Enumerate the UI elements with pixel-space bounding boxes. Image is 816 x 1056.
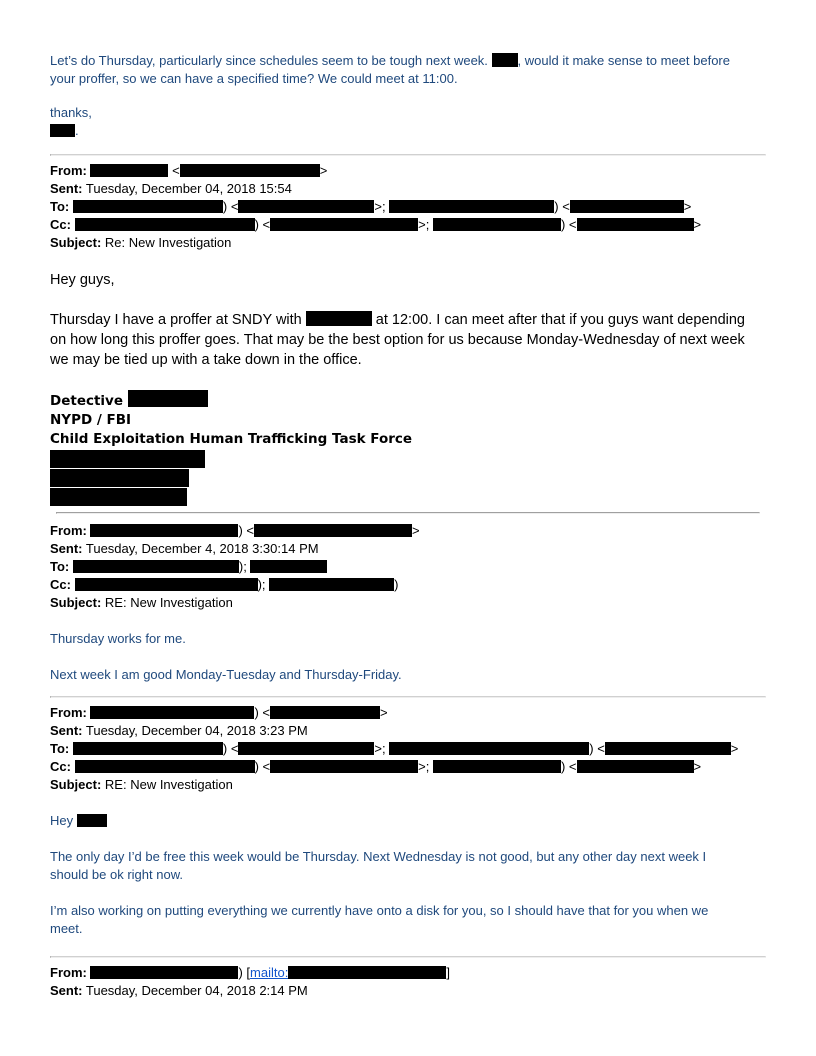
email2-body-1: Thursday works for me.	[50, 631, 186, 646]
email3-sent: Sent: Tuesday, December 04, 2018 3:23 PM	[50, 723, 308, 738]
redaction	[605, 742, 731, 755]
redaction	[128, 390, 208, 407]
redaction	[50, 469, 189, 487]
email3-from: From: ) < >	[50, 705, 388, 720]
redaction	[90, 524, 238, 537]
redaction	[433, 760, 561, 773]
email1-sent: Sent: Tuesday, December 04, 2018 15:54	[50, 181, 292, 196]
redaction	[270, 760, 418, 773]
thanks-text: thanks,	[50, 105, 92, 120]
redaction	[50, 450, 205, 468]
email3-subject: Subject: RE: New Investigation	[50, 777, 233, 792]
signature-redacted-lines	[50, 450, 766, 506]
redaction	[73, 560, 239, 573]
email3-greeting: Hey	[50, 812, 766, 830]
redaction	[389, 742, 589, 755]
redaction	[433, 218, 561, 231]
redaction	[238, 742, 374, 755]
redaction	[90, 164, 168, 177]
redaction	[90, 966, 238, 979]
signature-unit: Child Exploitation Human Trafficking Task Force	[50, 431, 413, 447]
redaction	[50, 124, 75, 137]
redaction	[75, 760, 255, 773]
signature-org: NYPD / FBI	[50, 412, 132, 428]
redaction	[270, 218, 418, 231]
redaction	[306, 311, 372, 326]
redaction	[90, 706, 254, 719]
redaction	[250, 560, 327, 573]
email3-body-2: I’m also working on putting everything we currently have onto a disk for you, so I should have that for you when we meet.	[50, 903, 709, 936]
email2-from: From: ) < >	[50, 523, 420, 538]
redaction	[577, 218, 694, 231]
email3-cc: Cc: ) < >; ) < >	[50, 759, 702, 774]
email3-body-1: The only day I’d be free this week would be Thursday. Next Wednesday is not good, but any other day next week I should be ok right now.	[50, 849, 707, 882]
email1-body: Thursday I have a proffer at SNDY with at 12:00. I can meet after that if you guys want depending on how long this proffer goes. That may be the best option for us because Monday-Wednesday of next week we may be tied up with a take down in the office.	[50, 312, 745, 368]
redaction	[238, 200, 374, 213]
redaction	[254, 524, 412, 537]
email1-greeting: Hey guys,	[50, 272, 115, 288]
email2-to: To: );	[50, 558, 766, 576]
redaction	[270, 706, 380, 719]
sender-initials: .	[50, 122, 766, 140]
email2-cc: Cc: ); )	[50, 577, 399, 592]
reply-line-2: your proffer, so we can have a specified time? We could meet at 11:00.	[50, 71, 458, 86]
mailto-link[interactable]: mailto:	[250, 965, 446, 980]
email-thread	[50, 52, 766, 1000]
signature-title: Detective	[50, 390, 766, 411]
redaction	[269, 578, 394, 591]
email1-from: From: < >	[50, 163, 328, 178]
email1-to: To: ) < >; ) < >	[50, 199, 692, 214]
redaction	[73, 742, 223, 755]
email2-subject: Subject: RE: New Investigation	[50, 595, 233, 610]
email1-cc: Cc: ) < >; ) < >	[50, 217, 702, 232]
redaction	[288, 966, 446, 979]
email2-body-2: Next week I am good Monday-Tuesday and Thursday-Friday.	[50, 667, 402, 682]
email2-sent: Sent: Tuesday, December 4, 2018 3:30:14 PM	[50, 541, 319, 556]
redaction	[75, 218, 255, 231]
redaction	[492, 53, 518, 67]
redaction	[50, 488, 187, 506]
redaction	[180, 164, 320, 177]
redaction	[75, 578, 258, 591]
email3-to: To: ) < >; ) < >	[50, 741, 739, 756]
redaction	[570, 200, 684, 213]
redaction	[577, 760, 694, 773]
email4-sent: Sent: Tuesday, December 04, 2018 2:14 PM	[50, 983, 308, 998]
reply-line-1: Let’s do Thursday, particularly since schedules seem to be tough next week. , would it make sense to meet before	[50, 53, 730, 68]
email4-from: From: ) [mailto: ]	[50, 965, 450, 980]
redaction	[73, 200, 223, 213]
redaction	[389, 200, 554, 213]
email1-subject: Subject: Re: New Investigation	[50, 235, 232, 250]
redaction	[77, 814, 107, 827]
